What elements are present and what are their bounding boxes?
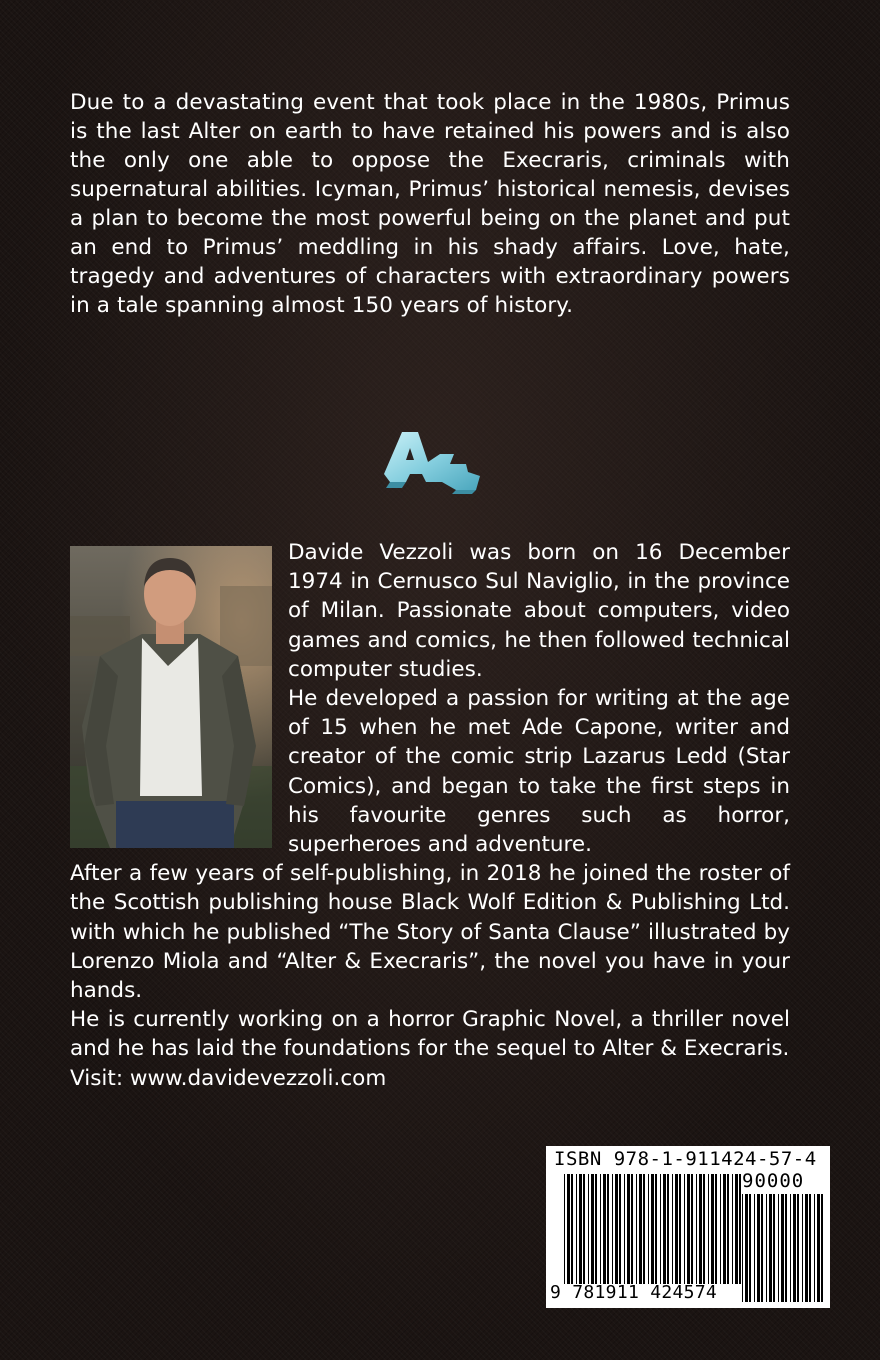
barcode-bar (667, 1174, 669, 1284)
barcode-bar (711, 1174, 714, 1284)
barcode-bar (790, 1194, 791, 1302)
ean-barcode-bars (564, 1174, 742, 1284)
author-bio (70, 538, 790, 1093)
barcode-bar (821, 1194, 823, 1302)
barcode-bar (745, 1194, 748, 1302)
barcode-bar (595, 1174, 597, 1284)
barcode-bar (615, 1174, 618, 1284)
barcode-bar (576, 1174, 577, 1284)
barcode-bar (805, 1194, 808, 1302)
barcode-bar (636, 1174, 637, 1284)
isbn-barcode (546, 1146, 830, 1308)
barcode-bar (612, 1174, 613, 1284)
barcode-bar (727, 1174, 729, 1284)
barcode-bar (660, 1174, 661, 1284)
barcode-bar (627, 1174, 630, 1284)
barcode-bar (761, 1194, 763, 1302)
barcode-bar (672, 1174, 673, 1284)
barcode-bar (684, 1174, 685, 1284)
barcode-bar (778, 1194, 779, 1302)
alter-execraris-logo-icon (380, 424, 484, 496)
isbn-label: ISBN 978-1-911424-57-4 (554, 1148, 817, 1170)
barcode-bar (603, 1174, 606, 1284)
barcode-bar (757, 1194, 760, 1302)
photo-spacer (70, 538, 288, 858)
barcode-bar (648, 1174, 649, 1284)
barcode-bar (814, 1194, 815, 1302)
barcode-bar (802, 1194, 803, 1302)
barcode-bar (600, 1174, 601, 1284)
barcode-bar (773, 1194, 775, 1302)
price-code: 90000 (742, 1170, 805, 1192)
barcode-bar (643, 1174, 645, 1284)
barcode-bar (691, 1174, 693, 1284)
bio-paragraph: He developed a passion for writing at the age of 15 when he met Ade Capone, writer and creator of the comic strip Lazarus Ledd (Star Comics), and began to take the first steps in his favourite genres such as horror, superheroes and adventure. (288, 686, 790, 858)
barcode-bar (651, 1174, 654, 1284)
barcode-bar (624, 1174, 625, 1284)
barcode-bar (797, 1194, 799, 1302)
barcode-bar (583, 1174, 585, 1284)
barcode-bar (567, 1174, 570, 1284)
book-blurb: Due to a devastating event that took place in the 1980s, Primus is the last Alter on earth to have retained his powers and is also the only one able to oppose the Execraris, criminals with supernatural abilities. Icyman, Primus’ historical nemesis, devises a plan to become the most powerful being on the planet and put an end to Primus’ meddling in his shady affairs. Love, hate, tragedy and adventures of characters with extraordinary powers in a tale spanning almost 150 years of history. (70, 90, 790, 318)
author-website: Visit: www.davidevezzoli.com (70, 1065, 387, 1091)
barcode-bar (785, 1194, 787, 1302)
barcode-bar (571, 1174, 573, 1284)
barcode-bar (619, 1174, 621, 1284)
barcode-bar (735, 1174, 738, 1284)
bio-paragraph: After a few years of self-publishing, in 2018 he joined the roster of the Scottish publishing house Black Wolf Edition & Publishing Ltd. with which he published “The Story of Santa Clause” illustrated by Lorenzo Miola and “Alter & Execraris”, the novel you have in your hands. (70, 861, 790, 1004)
barcode-bar (754, 1194, 755, 1302)
barcode-bar (655, 1174, 657, 1284)
barcode-bar (679, 1174, 681, 1284)
barcode-bar (696, 1174, 697, 1284)
barcode-bar (766, 1194, 767, 1302)
barcode-bar (723, 1174, 726, 1284)
barcode-bar (720, 1174, 721, 1284)
barcode-bar (591, 1174, 594, 1284)
barcode-bar (817, 1194, 820, 1302)
barcode-bar (639, 1174, 642, 1284)
barcode-bar (663, 1174, 666, 1284)
barcode-bar (564, 1174, 565, 1284)
barcode-bar (809, 1194, 811, 1302)
addon-barcode-bars (742, 1194, 826, 1302)
barcode-bar (732, 1174, 733, 1284)
barcode-bar (769, 1194, 772, 1302)
bio-paragraph: Davide Vezzoli was born on 16 December 1974 in Cernusco Sul Naviglio, in the province of Milan. Passionate about computers, video games and comics, he then followed technical computer studies. (288, 540, 790, 682)
barcode-bar (607, 1174, 609, 1284)
barcode-bar (739, 1174, 741, 1284)
barcode-bar (703, 1174, 705, 1284)
barcode-bar (742, 1194, 743, 1302)
barcode-bar (631, 1174, 633, 1284)
barcode-bar (687, 1174, 690, 1284)
barcode-bar (715, 1174, 717, 1284)
barcode-bar (699, 1174, 702, 1284)
barcode-bar (588, 1174, 589, 1284)
barcode-bar (675, 1174, 678, 1284)
barcode-bar (793, 1194, 796, 1302)
barcode-bar (579, 1174, 582, 1284)
ean-digits: 9 781911 424574 (550, 1282, 718, 1303)
barcode-bar (781, 1194, 784, 1302)
barcode-bar (749, 1194, 751, 1302)
bio-paragraph: He is currently working on a horror Graphic Novel, a thriller novel and he has laid the foundations for the sequel to Alter & Execraris. (70, 1007, 790, 1062)
barcode-bar (708, 1174, 709, 1284)
